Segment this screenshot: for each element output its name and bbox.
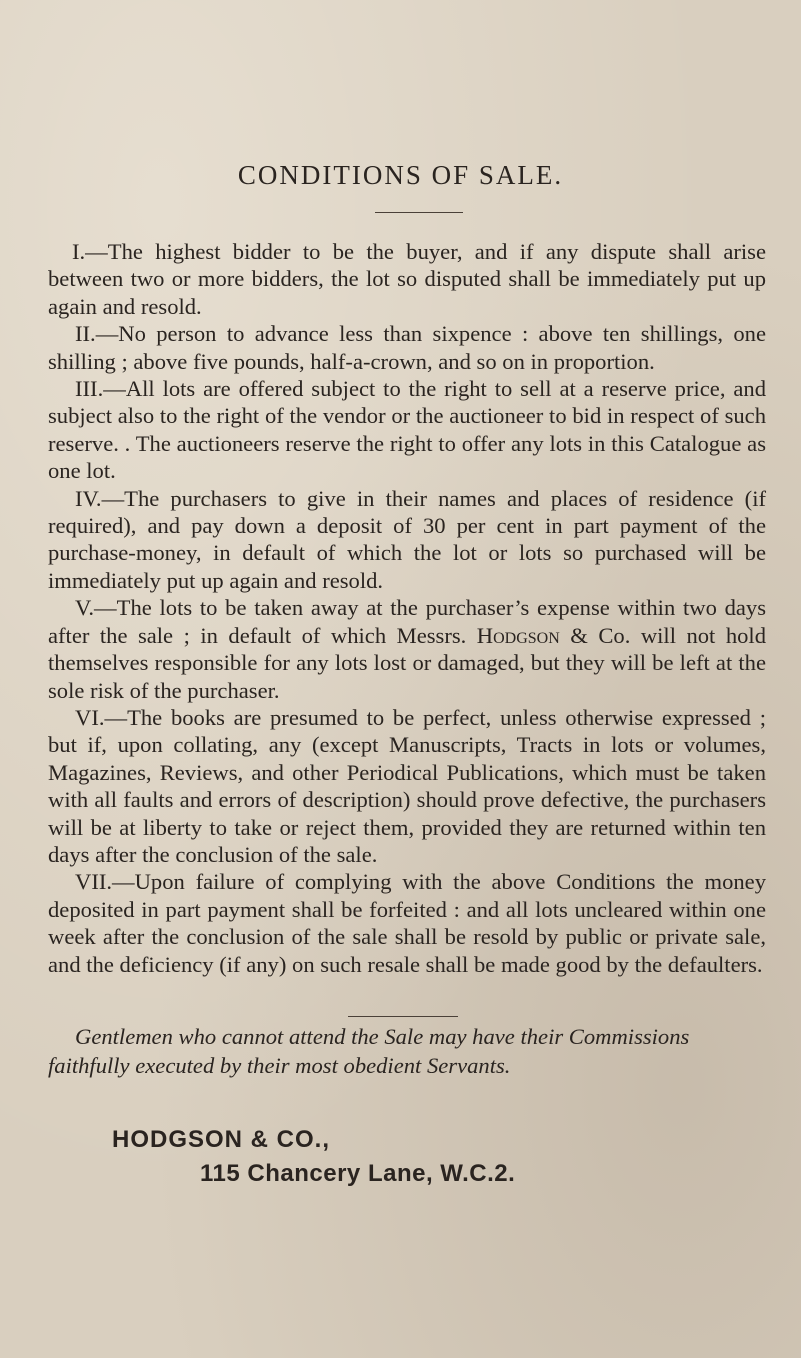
condition-5 <box>48 594 766 704</box>
section-divider <box>348 1016 458 1017</box>
condition-4: IV.—The purchasers to give in their names and places of residence (if required), and pay down a deposit of 30 per cent in part payment of the purchase-money, in default of which the lot or lots so purchased will be immediately put up again and resold. <box>48 485 766 593</box>
condition-5-firm-name: Hodgson <box>476 622 560 648</box>
page-title: CONDITIONS OF SALE. <box>237 160 564 190</box>
condition-2: II.—No person to advance less than sixpence : above ten shillings, one shilling ; above five pounds, half-a-crown, and so on in proportion. <box>48 321 766 374</box>
condition-5-text-before: V.—The lots to be taken away at the purchaser’s expense within two days after the sale ; in default of which Messrs. <box>48 595 766 648</box>
closing-note: Gentlemen who cannot attend the Sale may have their Commissions faithfully executed by their most obedient Servants. <box>48 1024 690 1078</box>
title-divider <box>375 212 463 213</box>
condition-5-text-after: & Co. will not hold themselves responsible for any lots lost or damaged, but they will be left at the sole risk of the purchaser. <box>48 622 766 703</box>
firm-address: 115 Chancery Lane, W.C.2. <box>200 1160 516 1187</box>
condition-7: VII.—Upon failure of complying with the above Conditions the money deposited in part payment shall be forfeited : and all lots uncleared within one week after the conclusion of the sale shall be resold by public or private sale, and the deficiency (if any) on such resale shall be made good by the defaulters. <box>48 869 766 977</box>
conditions-list <box>48 238 766 978</box>
condition-1: I.—The highest bidder to be the buyer, and if any dispute shall arise between two or more bidders, the lot so disputed shall be immediately put up again and resold. <box>48 239 766 319</box>
condition-3: III.—All lots are offered subject to the right to sell at a reserve price, and subject also to the right of the vendor or the auctioneer to bid in respect of such reserve. . The auctioneers reserve the right to offer any lots in this Catalogue as one lot. <box>48 376 766 484</box>
firm-name: HODGSON & CO., <box>112 1126 331 1153</box>
condition-6: VI.—The books are presumed to be perfect, unless otherwise expressed ; but if, upon collating, any (except Manuscripts, Tracts in lots or volumes, Magazines, Reviews, and other Periodical Publications, which must be taken with all faults and errors of description) should prove defective, the purchasers will be at liberty to take or reject them, provided they are returned within ten days after the conclusion of the sale. <box>48 704 766 867</box>
